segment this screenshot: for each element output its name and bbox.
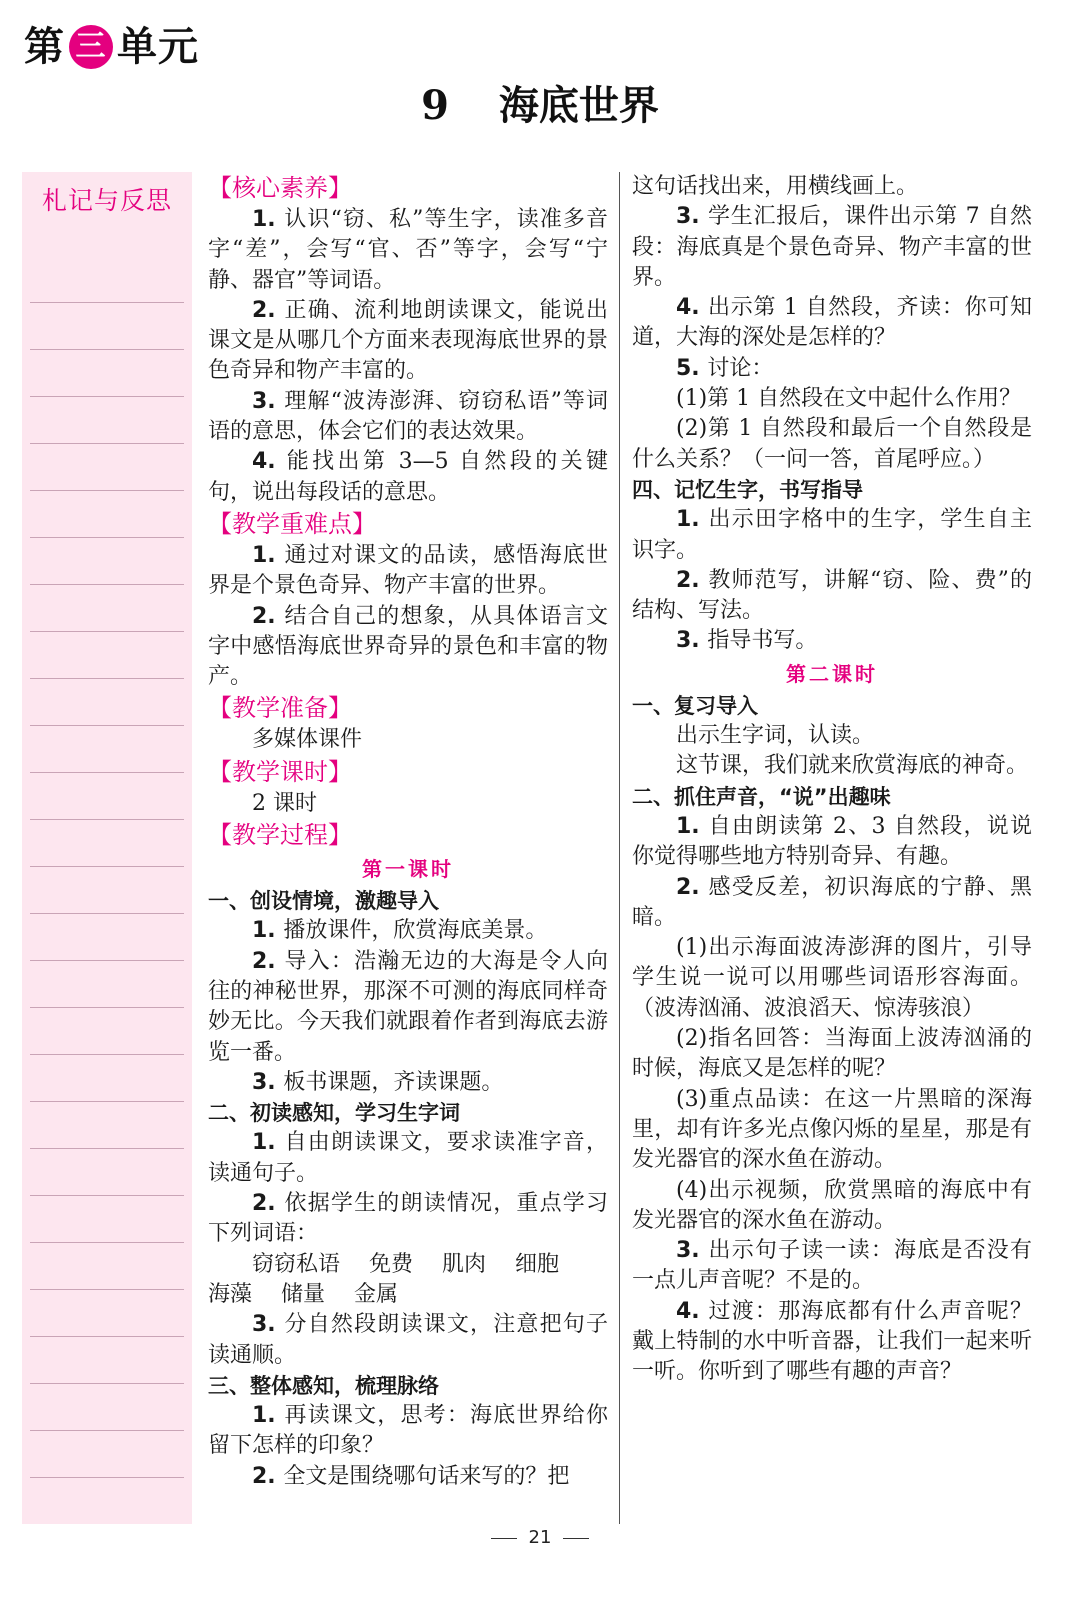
paragraph-continued: 这句话找出来，用横线画上。 bbox=[632, 174, 919, 199]
section-heading: 【教学过程】 bbox=[208, 821, 352, 850]
paragraph: 多媒体课件 bbox=[252, 727, 363, 753]
note-lines bbox=[30, 256, 184, 1512]
item-number: 2. bbox=[252, 297, 285, 323]
item-number: 2. bbox=[252, 948, 285, 974]
paragraph: (3)重点品读：在这一片黑暗的深海里，却有许多光点像闪烁的星星，那是有发光器官的深水鱼在游动。 bbox=[632, 1086, 1032, 1173]
column-middle bbox=[208, 172, 608, 1492]
notes-sidebar bbox=[22, 172, 192, 1524]
section-heading: 【教学准备】 bbox=[208, 694, 352, 723]
step-heading: 一、创设情境，激趣导入 bbox=[208, 889, 439, 914]
vocab-line: 海藻 储量 金属 bbox=[208, 1281, 398, 1307]
numbered-item bbox=[208, 1462, 608, 1492]
numbered-item bbox=[208, 387, 608, 448]
sidebar-title: 札记与反思 bbox=[41, 186, 172, 215]
unit-prefix: 第 bbox=[24, 24, 65, 70]
item-number: 3. bbox=[252, 1069, 284, 1095]
lesson-number: 9 bbox=[421, 82, 449, 129]
numbered-item bbox=[208, 916, 608, 946]
unit-heading bbox=[24, 22, 199, 72]
step-heading: 一、复习导入 bbox=[632, 693, 758, 718]
item-text: 学生汇报后，课件出示第 7 自然段：海底真是个景色奇异、物产丰富的世界。 bbox=[632, 204, 1032, 290]
item-number: 4. bbox=[676, 295, 709, 321]
section-heading: 【核心素养】 bbox=[208, 174, 352, 202]
item-text: 过渡：那海底都有什么声音呢？戴上特制的水中听音器，让我们一起来听一听。你听到了哪些有趣的声音？ bbox=[632, 1298, 1032, 1385]
item-text: 讨论： bbox=[707, 355, 774, 381]
numbered-item bbox=[208, 947, 608, 1068]
item-text: 板书课题，齐读课题。 bbox=[283, 1069, 504, 1095]
item-text: 再读课文，思考：海底世界给你留下怎样的印象？ bbox=[208, 1403, 608, 1459]
item-text: 教师范写，讲解“窃、险、费”的结构、写法。 bbox=[632, 567, 1032, 624]
numbered-item bbox=[632, 505, 1032, 566]
page-footer bbox=[0, 1527, 1080, 1548]
paragraph: 2 课时 bbox=[252, 790, 317, 816]
numbered-item bbox=[208, 1310, 608, 1371]
paragraph: 这节课，我们就来欣赏海底的神奇。 bbox=[676, 753, 1029, 779]
item-number: 1. bbox=[252, 542, 285, 568]
item-text: 依据学生的朗读情况，重点学习下列词语： bbox=[208, 1191, 608, 1247]
item-text: 能找出第 3—5 自然段的关键句，说出每段话的意思。 bbox=[208, 449, 608, 505]
column-right bbox=[632, 172, 1032, 1388]
numbered-item bbox=[208, 205, 608, 296]
numbered-item bbox=[632, 1236, 1032, 1297]
item-number: 2. bbox=[252, 603, 285, 629]
paragraph: (1)第 1 自然段在文中起什么作用？ bbox=[676, 386, 1022, 412]
item-number: 2. bbox=[252, 1191, 285, 1217]
column-divider bbox=[619, 172, 620, 1524]
step-heading: 四、记忆生字，书写指导 bbox=[632, 477, 863, 502]
item-text: 出示第 1 自然段，齐读：你可知道，大海的深处是怎样的？ bbox=[632, 295, 1033, 351]
paragraph: (2)指名回答：当海面上波涛汹涌的时候，海底又是怎样的呢？ bbox=[632, 1026, 1032, 1082]
item-text: 认识“窃、私”等生字，读准多音字“差”，会写“官、否”等字，会写“宁静、器官”等词语。 bbox=[208, 207, 608, 293]
numbered-item bbox=[632, 354, 1032, 384]
paragraph: (4)出示视频，欣赏黑暗的海底中有发光器官的深水鱼在游动。 bbox=[632, 1177, 1032, 1233]
section-heading: 【教学课时】 bbox=[208, 757, 352, 786]
paragraph: (1)出示海面波涛澎湃的图片，引导学生说一说可以用哪些词语形容海面。（波涛汹涌、波浪滔天、惊涛骇浪） bbox=[632, 935, 1032, 1021]
item-text: 导入：浩瀚无边的大海是令人向往的神秘世界，那深不可测的海底同样奇妙无比。今天我们就跟着作者到海底去游览一番。 bbox=[208, 948, 608, 1065]
section-heading: 【教学重难点】 bbox=[208, 509, 376, 538]
numbered-item bbox=[208, 296, 608, 387]
item-text: 自由朗读第 2、3 自然段，说说你觉得哪些地方特别奇异、有趣。 bbox=[632, 813, 1033, 870]
paragraph: (2)第 1 自然段和最后一个自然段是什么关系？（一问一答，首尾呼应。） bbox=[632, 416, 1032, 472]
page-number: 21 bbox=[528, 1527, 552, 1548]
item-text: 出示田字格中的生字，学生自主识字。 bbox=[632, 507, 1032, 563]
numbered-item bbox=[632, 626, 1032, 656]
lesson-title bbox=[0, 78, 1080, 134]
unit-suffix: 单元 bbox=[117, 24, 199, 70]
item-text: 分自然段朗读课文，注意把句子读通顺。 bbox=[208, 1312, 608, 1368]
item-number: 1. bbox=[252, 1403, 285, 1429]
unit-number-badge: 三 bbox=[69, 25, 113, 69]
item-number: 3. bbox=[676, 1238, 709, 1264]
footer-dash-left bbox=[491, 1538, 517, 1539]
item-number: 1. bbox=[252, 207, 285, 232]
item-text: 播放课件，欣赏海底美景。 bbox=[283, 918, 548, 944]
numbered-item bbox=[208, 447, 608, 508]
item-text: 结合自己的想象，从具体语言文字中感悟海底世界奇异的景色和丰富的物产。 bbox=[208, 603, 608, 690]
item-number: 2. bbox=[676, 567, 709, 593]
step-heading: 二、初读感知，学习生字词 bbox=[208, 1101, 460, 1126]
item-text: 正确、流利地朗读课文，能说出课文是从哪几个方面来表现海底世界的景色奇异和物产丰富的。 bbox=[208, 297, 608, 384]
lesson-name: 海底世界 bbox=[498, 82, 659, 129]
item-number: 2. bbox=[676, 874, 709, 900]
item-text: 通过对课文的品读，感悟海底世界是个景色奇异、物产丰富的世界。 bbox=[208, 542, 608, 599]
paragraph: 出示生字词，认读。 bbox=[676, 723, 875, 749]
numbered-item bbox=[208, 541, 608, 602]
item-number: 4. bbox=[252, 449, 287, 475]
item-number: 3. bbox=[252, 388, 285, 414]
numbered-item bbox=[208, 1128, 608, 1189]
numbered-item bbox=[208, 1189, 608, 1250]
footer-dash-right bbox=[563, 1538, 589, 1539]
item-text: 感受反差，初识海底的宁静、黑暗。 bbox=[632, 874, 1032, 930]
item-number: 3. bbox=[252, 1312, 285, 1338]
item-text: 指导书写。 bbox=[707, 628, 818, 654]
lesson-period-heading: 第一课时 bbox=[362, 857, 454, 882]
item-number: 4. bbox=[676, 1298, 709, 1324]
numbered-item bbox=[632, 202, 1032, 293]
item-number: 3. bbox=[676, 204, 709, 230]
numbered-item bbox=[208, 602, 608, 693]
item-number: 2. bbox=[252, 1463, 284, 1489]
numbered-item bbox=[632, 1297, 1032, 1388]
item-text: 理解“波涛澎湃、窃窃私语”等词语的意思，体会它们的表达效果。 bbox=[208, 388, 608, 445]
item-number: 1. bbox=[676, 507, 709, 533]
item-text: 自由朗读课文，要求读准字音，读通句子。 bbox=[208, 1130, 608, 1186]
numbered-item bbox=[632, 293, 1032, 354]
vocab-line: 窃窃私语 免费 肌肉 细胞 bbox=[252, 1251, 559, 1277]
numbered-item bbox=[632, 873, 1032, 934]
item-number: 5. bbox=[676, 355, 708, 381]
numbered-item bbox=[208, 1401, 608, 1462]
item-text: 全文是围绕哪句话来写的？把 bbox=[283, 1463, 570, 1489]
numbered-item bbox=[632, 812, 1032, 873]
numbered-item bbox=[208, 1068, 608, 1098]
item-number: 1. bbox=[676, 813, 709, 839]
step-heading: 三、整体感知，梳理脉络 bbox=[208, 1373, 439, 1398]
item-number: 1. bbox=[252, 1130, 285, 1156]
item-number: 1. bbox=[252, 918, 284, 944]
item-text: 出示句子读一读：海底是否没有一点儿声音呢？不是的。 bbox=[632, 1238, 1032, 1294]
step-heading: 二、抓住声音，“说”出趣味 bbox=[632, 784, 891, 809]
item-number: 3. bbox=[676, 628, 708, 654]
lesson-period-heading: 第二课时 bbox=[786, 661, 878, 686]
numbered-item bbox=[632, 566, 1032, 627]
